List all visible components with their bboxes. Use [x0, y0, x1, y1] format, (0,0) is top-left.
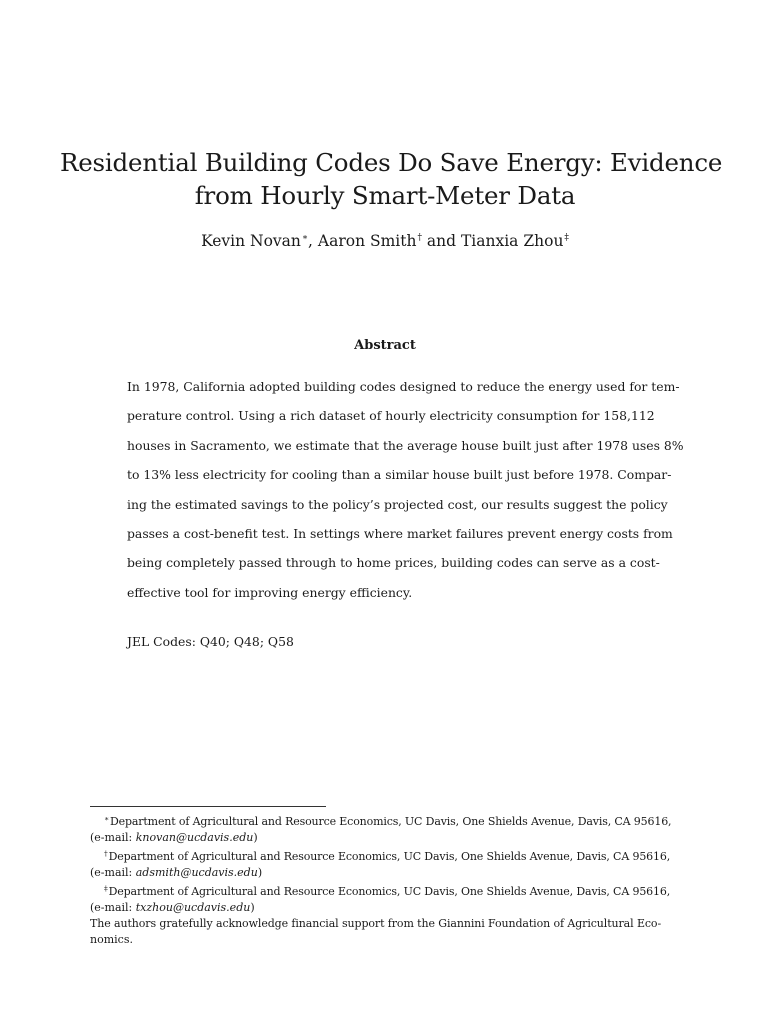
footnote-rule — [90, 806, 326, 807]
title-line-1: Residential Building Codes Do Save Energy: Evidence — [60, 148, 723, 177]
footnote-email[interactable]: adsmith@ucdavis.edu — [135, 866, 258, 879]
author-footnote-mark: ∗ — [301, 233, 309, 243]
footnote-affiliation: Department of Agricultural and Resource Economics, UC Davis, One Shields Avenue, Davis, CA 95616, — [109, 815, 672, 828]
author-separator: , — [308, 232, 318, 250]
footnote-mark: † — [104, 849, 108, 858]
footnote-email[interactable]: knovan@ucdavis.edu — [135, 831, 254, 844]
acknowledgment-line-1: The authors gratefully acknowledge financial support from the Giannini Foundation of Agricultural Eco- — [90, 917, 662, 930]
author-separator: and — [421, 232, 461, 250]
abstract-line: to 13% less electricity for cooling than a similar house built just before 1978. Compar- — [127, 467, 672, 483]
abstract-line: being completely passed through to home prices, building codes can serve as a cost- — [127, 555, 660, 571]
footnote — [90, 881, 680, 916]
jel-codes: JEL Codes: Q40; Q48; Q58 — [127, 634, 294, 649]
abstract-line: perature control. Using a rich dataset of hourly electricity consumption for 158,112 — [127, 408, 655, 424]
author-name: Kevin Novan — [201, 232, 301, 250]
abstract-line: passes a cost-benefit test. In settings where market failures prevent energy costs from — [127, 526, 673, 542]
email-prefix: (e-mail: — [90, 901, 136, 914]
abstract-line: effective tool for improving energy efficiency. — [127, 584, 413, 600]
email-suffix: ) — [253, 831, 258, 844]
footnote — [90, 846, 680, 881]
abstract-line: ing the estimated savings to the policy’s projected cost, our results suggest the policy — [127, 496, 668, 512]
author-name: Aaron Smith — [317, 232, 417, 250]
author-footnote-mark: † — [417, 233, 422, 243]
email-prefix: (e-mail: — [90, 831, 136, 844]
footnote-email[interactable]: txzhou@ucdavis.edu — [135, 901, 251, 914]
author-list — [0, 232, 770, 250]
abstract-line: In 1978, California adopted building codes designed to reduce the energy used for tem- — [127, 379, 680, 394]
footnote — [90, 811, 680, 846]
acknowledgment — [90, 916, 680, 948]
abstract-body — [127, 372, 684, 607]
footnote-affiliation: Department of Agricultural and Resource Economics, UC Davis, One Shields Avenue, Davis, CA 95616, — [108, 885, 671, 898]
paper-title — [60, 146, 723, 212]
abstract-line: houses in Sacramento, we estimate that the average house built just after 1978 uses 8% — [127, 437, 684, 453]
email-suffix: ) — [250, 901, 255, 914]
author-name: Tianxia Zhou — [460, 232, 564, 250]
footnote-mark: ∗ — [104, 814, 109, 823]
acknowledgment-line-2: nomics. — [90, 933, 133, 946]
footnote-mark: ‡ — [104, 884, 108, 893]
email-suffix: ) — [257, 866, 263, 879]
abstract-heading: Abstract — [354, 338, 416, 353]
footnote-affiliation: Department of Agricultural and Resource Economics, UC Davis, One Shields Avenue, Davis, CA 95616, — [108, 850, 671, 863]
footnotes — [90, 811, 680, 948]
author-footnote-mark: ‡ — [564, 233, 569, 243]
email-prefix: (e-mail: — [90, 866, 136, 879]
title-line-2: from Hourly Smart-Meter Data — [194, 181, 576, 210]
